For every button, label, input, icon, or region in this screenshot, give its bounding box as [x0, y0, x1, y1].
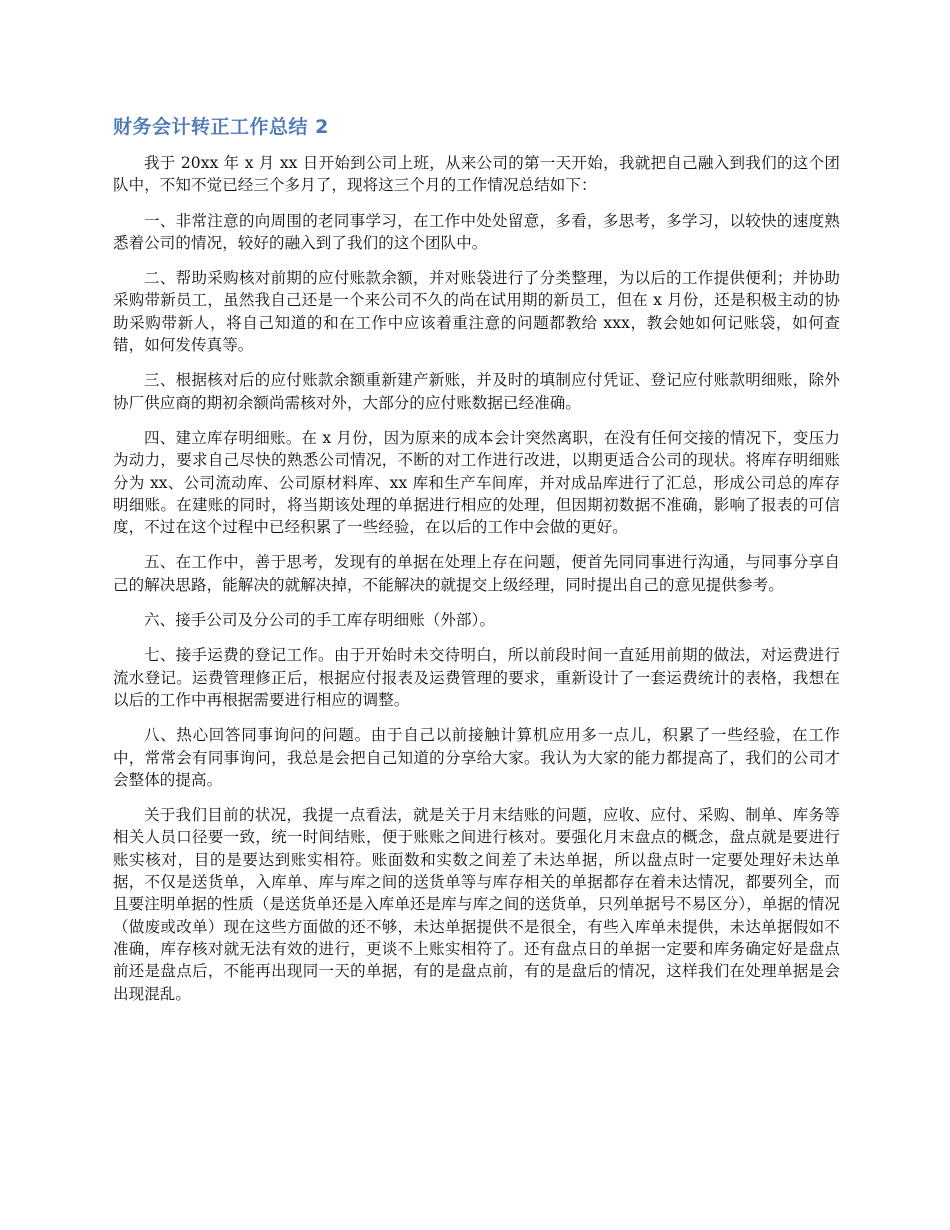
paragraph-item-5: 五、在工作中，善于思考，发现有的单据在处理上存在问题，便首先同同事进行沟通，与同事分享自己的解决思路，能解决的就解决掉，不能解决的就提交上级经理，同时提出自己的意见提供参考。 [113, 553, 840, 594]
paragraph-item-6: 六、接手公司及分公司的手工库存明细账（外部）。 [144, 611, 496, 630]
document-title: 财务会计转正工作总结 2 [113, 116, 329, 138]
paragraph-item-1: 一、非常注意的向周围的老同事学习，在工作中处处留意，多看，多思考，多学习，以较快的速度熟悉着公司的情况，较好的融入到了我们的这个团队中。 [113, 211, 840, 252]
paragraph-item-4: 四、建立库存明细账。在 x 月份，因为原来的成本会计突然离职，在没有任何交接的情况下，变压力为动力，要求自己尽快的熟悉公司情况，不断的对工作进行改进，以期更适合公司的现状。将库存明细账分为 xx、公司流动库、公司原材料库、xx 库和生产车间库，并对成品库进行了汇总，形成公司总的库存明细账。在建账的同时，将当期该处理的单据进行相应的处理，但因期初数据不准确，影响了报表的可信度，不过在这个过程中已经积累了一些经验，在以后的工作中会做的更好。 [113, 428, 840, 537]
paragraph-item-7: 七、接手运费的登记工作。由于开始时未交待明白，所以前段时间一直延用前期的做法，对运费进行流水登记。运费管理修正后，根据应付报表及运费管理的要求，重新设计了一套运费统计的表格，我想在以后的工作中再根据需要进行相应的调整。 [113, 646, 840, 709]
paragraph-item-3: 三、根据核对后的应付账款余额重新建产新账，并及时的填制应付凭证、登记应付账款明细账，除外协厂供应商的期初余额尚需核对外，大部分的应付账数据已经准确。 [113, 371, 840, 412]
document-body [113, 112, 840, 1018]
paragraph-intro: 我于 20xx 年 x 月 xx 日开始到公司上班，从来公司的第一天开始，我就把自己融入到我们的这个团队中，不知不觉已经三个多月了，现将这三个月的工作情况总结如下： [113, 154, 840, 195]
paragraph-suggestion: 关于我们目前的状况，我提一点看法，就是关于月末结账的问题，应收、应付、采购、制单、库务等相关人员口径要一致，统一时间结账，便于账账之间进行核对。要强化月末盘点的概念，盘点就是要进行账实核对，目的是要达到账实相符。账面数和实数之间差了未达单据，所以盘点时一定要处理好未达单据，不仅是送货单，入库单、库与库之间的送货单等与库存相关的单据都存在着未达情况，都要列全，而且要注明单据的性质（是送货单还是入库单还是库与库之间的送货单，只列单据号不易区分），单据的情况（做废或改单）现在这些方面做的还不够，未达单据提供不是很全，有些入库单未提供，未达单据假如不准确，库存核对就无法有效的进行，更谈不上账实相符了。还有盘点日的单据一定要和库务确定好是盘点前还是盘点后，不能再出现同一天的单据，有的是盘点前，有的是盘后的情况，这样我们在处理单据是会出现混乱。 [113, 806, 840, 1003]
paragraph-item-2: 二、帮助采购核对前期的应付账款余额，并对账袋进行了分类整理，为以后的工作提供便利；并协助采购带新员工，虽然我自己还是一个来公司不久的尚在试用期的新员工，但在 x 月份，还是积极主动的协助采购带新人，将自己知道的和在工作中应该着重注意的问题都教给 xxx，教会她如何记账袋，如何查错，如何发传真等。 [113, 269, 840, 355]
paragraph-item-8: 八、热心回答同事询问的问题。由于自己以前接触计算机应用多一点儿，积累了一些经验，在工作中，常常会有同事询问，我总是会把自己知道的分享给大家。我认为大家的能力都提高了，我们的公司才会整体的提高。 [113, 726, 840, 789]
